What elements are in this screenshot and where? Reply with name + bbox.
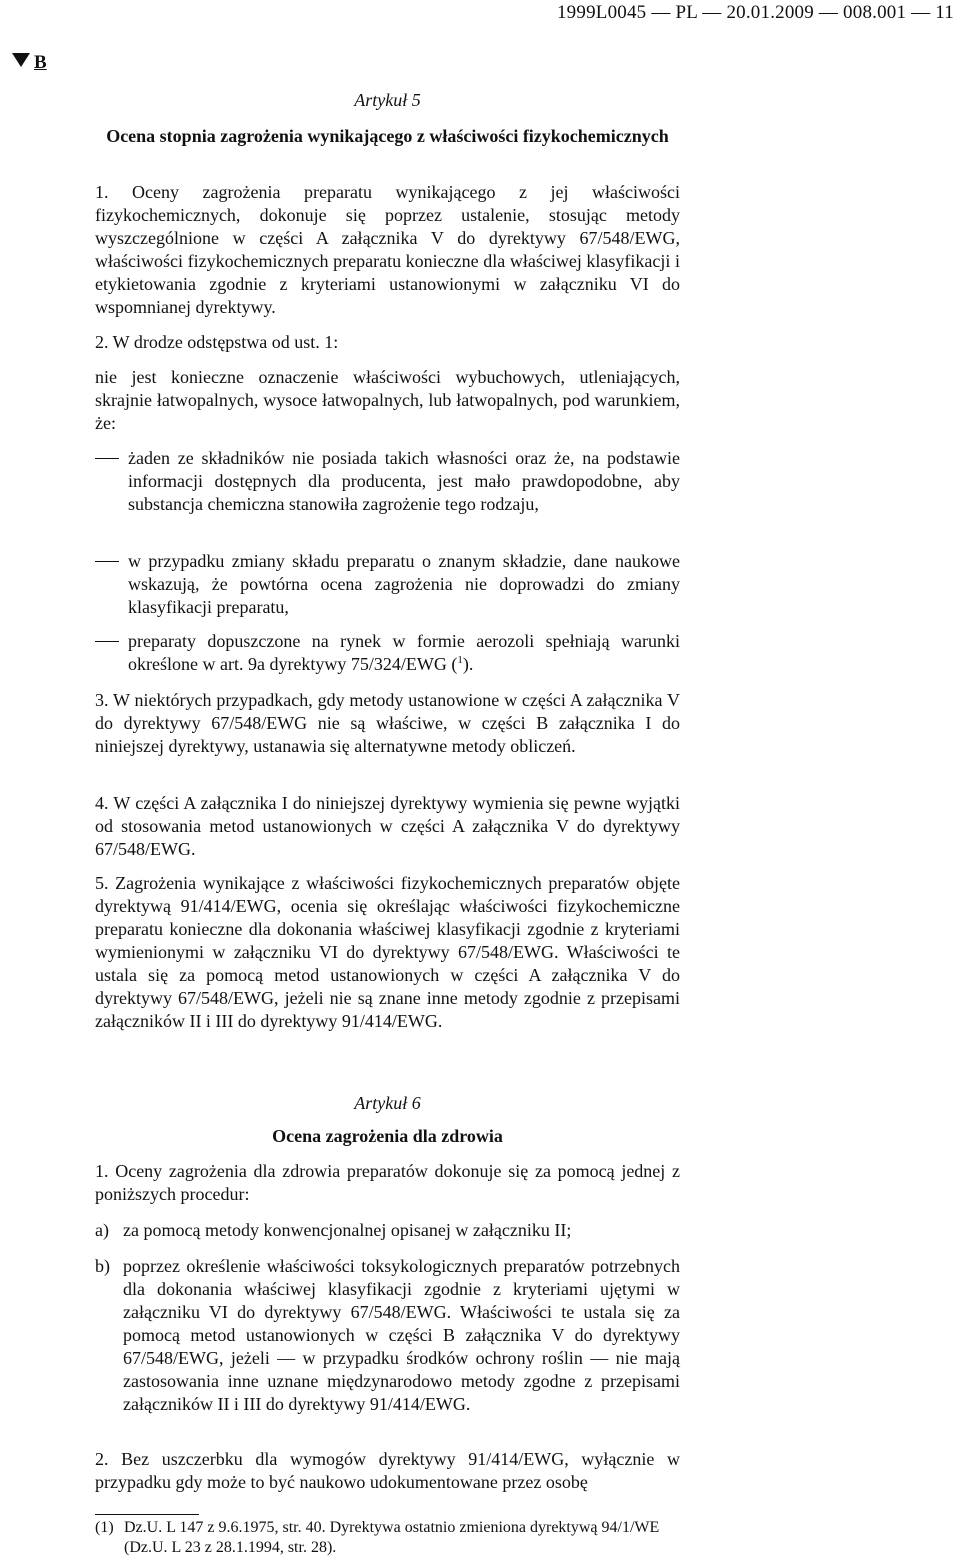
marker-label: B — [34, 52, 47, 73]
document-header: 1999L0045 — PL — 20.01.2009 — 008.001 — 11 — [556, 2, 954, 23]
list-item — [95, 1219, 680, 1242]
article-5-paragraph-1: 1. Oceny zagrożenia preparatu wynikającego z jej właściwości fizykochemicznych, dokonuje się poprzez ustalenie, stosując metody wyszczególnione w części A załącznika V do dyrektywy 67/548/EWG, właściwości fizykochemicznych preparatu konieczne dla właściwej klasyfikacji i etykietowania zgodnie z kryteriami ustanowionymi w załączniku VI do wspomnianej dyrektywy. — [95, 182, 680, 317]
article-5-paragraph-5: 5. Zagrożenia wynikające z właściwości fizykochemicznych preparatów objęte dyrektywą 91/414/EWG, ocenia się określając właściwości fizykochemiczne preparatu konieczne dla dokonania właściwej klasyfikacji zgodnie z kryteriami wymienionymi w załączniku VI do dyrektywy 67/548/EWG. Właściwości te ustala się za pomocą metod ustanowionych w części A załącznika V do dyrektywy 67/548/EWG, jeżeli nie są znane inne metody zgodnie z przepisami załączników II i III do dyrektywy 91/414/EWG. — [95, 873, 680, 1031]
article-5-paragraph-3: 3. W niektórych przypadkach, gdy metody ustanowione w części A załącznika V do dyrektywy 67/548/EWG nie są właściwe, w części B załącznika I do niniejszej dyrektywy, ustanawia się alternatywne metody obliczeń. — [95, 690, 680, 756]
footnote-label: (1) — [95, 1519, 114, 1536]
list-item-text: za pomocą metody konwencjonalnej opisanej w załączniku II; — [123, 1220, 572, 1240]
article-5-heading: Ocena stopnia zagrożenia wynikającego z właściwości fizykochemicznych — [106, 126, 669, 146]
article-5-paragraph-2: 2. W drodze odstępstwa od ust. 1: — [95, 332, 339, 352]
article-5-paragraph-2-intro: nie jest konieczne oznaczenie właściwości wybuchowych, utleniających, skrajnie łatwopalnych, wysoce łatwopalnych, lub łatwopalnych, pod warunkiem, że: — [95, 367, 680, 433]
dash-marker — [95, 641, 119, 642]
list-item-text: w przypadku zmiany składu preparatu o znanym składzie, dane naukowe wskazują, że powtórna ocena zagrożenia nie doprowadzi do zmiany klasyfikacji preparatu, — [128, 551, 680, 617]
article-5-paragraph-4: 4. W części A załącznika I do niniejszej dyrektywy wymienia się pewne wyjątki od stosowania metod ustanowionych w części A załącznika V do dyrektywy 67/548/EWG. — [95, 793, 680, 859]
dash-marker — [95, 561, 119, 562]
footnote-text: Dz.U. L 147 z 9.6.1975, str. 40. Dyrektywa ostatnio zmieniona dyrektywą 94/1/WE (Dz.U. L 23 z 28.1.1994, str. 28). — [124, 1519, 660, 1556]
article-6-heading: Ocena zagrożenia dla zdrowia — [272, 1126, 503, 1146]
article-5-title: Artykuł 5 — [354, 90, 421, 110]
article-6-title: Artykuł 6 — [354, 1093, 421, 1113]
list-item-text: żaden ze składników nie posiada takich własności oraz że, na podstawie informacji dostępnych dla producenta, jest mało prawdopodobne, aby substancja chemiczna stanowiła zagrożenie tego rodzaju, — [128, 448, 680, 514]
article-6-paragraph-2: 2. Bez uszczerbku dla wymogów dyrektywy 91/414/EWG, wyłącznie w przypadku gdy może to być naukowo udokumentowane przez osobę — [95, 1449, 680, 1492]
list-item — [95, 550, 680, 619]
consolidation-marker — [12, 52, 47, 74]
footnote — [95, 1518, 680, 1558]
triangle-down-icon — [12, 53, 30, 67]
list-item — [95, 447, 680, 516]
list-item-label: b) — [95, 1256, 110, 1276]
footnote-reference[interactable]: 1 — [457, 654, 463, 666]
list-item — [95, 1255, 680, 1416]
list-item-text: preparaty dopuszczone na rynek w formie aerozoli spełniają warunki określone w art. 9a dyrektywy 75/324/EWG ($^1$). — [128, 631, 680, 674]
footnote-divider — [95, 1514, 199, 1515]
article-6-paragraph-1: 1. Oceny zagrożenia dla zdrowia preparatów dokonuje się za pomocą jednej z poniższych procedur: — [95, 1161, 680, 1204]
list-item-label: a) — [95, 1220, 109, 1240]
list-item-text: poprzez określenie właściwości toksykologicznych preparatów potrzebnych dla dokonania właściwej klasyfikacji zgodnie z kryteriami ujętymi w załączniku VI do dyrektywy 67/548/EWG. Właściwości te ustala się za pomocą metod ustanowionych w części B załącznika V do dyrektywy 67/548/EWG, jeżeli — w przypadku środków ochrony roślin — nie mają zastosowania inne uznane międzynarodowo metody zgodne z przepisami załączników II i III do dyrektywy 91/414/EWG. — [123, 1256, 680, 1414]
dash-marker — [95, 458, 119, 459]
list-item — [95, 630, 680, 676]
